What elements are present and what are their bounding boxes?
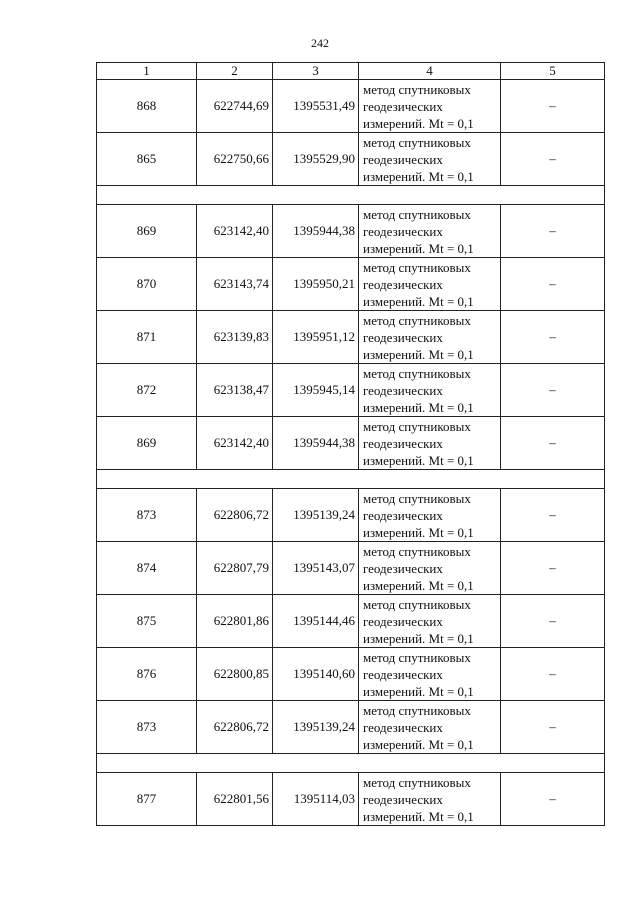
- method-text-line: геодезических: [363, 613, 443, 629]
- description-cell: –: [501, 205, 605, 258]
- x-coordinate-cell: 622806,72: [197, 489, 273, 542]
- point-number-cell: 873: [97, 489, 197, 542]
- description-cell: –: [501, 701, 605, 754]
- y-coordinate-cell: 1395139,24: [273, 701, 359, 754]
- y-coordinate-cell: 1395531,49: [273, 80, 359, 133]
- section-separator-row: [97, 470, 605, 489]
- x-coordinate-cell: 623142,40: [197, 417, 273, 470]
- description-cell: –: [501, 648, 605, 701]
- y-coordinate-cell: 1395944,38: [273, 417, 359, 470]
- header-col-1: 1: [97, 63, 197, 80]
- description-cell: –: [501, 773, 605, 826]
- coordinates-table: [96, 62, 605, 826]
- table-row: [97, 417, 605, 470]
- point-number-cell: 870: [97, 258, 197, 311]
- description-cell: –: [501, 489, 605, 542]
- method-text-line: измерений. Mt = 0,1: [363, 168, 474, 184]
- x-coordinate-cell: 622801,86: [197, 595, 273, 648]
- method-text-line: измерений. Mt = 0,1: [363, 577, 474, 593]
- description-cell: –: [501, 595, 605, 648]
- method-text-line: геодезических: [363, 151, 443, 167]
- y-coordinate-cell: 1395139,24: [273, 489, 359, 542]
- x-coordinate-cell: 622800,85: [197, 648, 273, 701]
- method-text-line: измерений. Mt = 0,1: [363, 630, 474, 646]
- method-text-line: геодезических: [363, 719, 443, 735]
- point-number-cell: 865: [97, 133, 197, 186]
- description-cell: –: [501, 80, 605, 133]
- y-coordinate-cell: 1395144,46: [273, 595, 359, 648]
- table-row: [97, 773, 605, 826]
- method-cell: [359, 258, 501, 311]
- method-text-line: метод спутниковых: [363, 312, 471, 328]
- y-coordinate-cell: 1395114,03: [273, 773, 359, 826]
- method-text-line: метод спутниковых: [363, 259, 471, 275]
- table-row: [97, 489, 605, 542]
- method-text-line: метод спутниковых: [363, 774, 471, 790]
- point-number-cell: 874: [97, 542, 197, 595]
- y-coordinate-cell: 1395944,38: [273, 205, 359, 258]
- method-text-line: геодезических: [363, 666, 443, 682]
- method-text-line: метод спутниковых: [363, 206, 471, 222]
- method-cell: [359, 595, 501, 648]
- method-text-line: метод спутниковых: [363, 490, 471, 506]
- description-cell: –: [501, 133, 605, 186]
- table-row: [97, 205, 605, 258]
- description-cell: –: [501, 258, 605, 311]
- table-row: [97, 133, 605, 186]
- header-col-2: 2: [197, 63, 273, 80]
- y-coordinate-cell: 1395140,60: [273, 648, 359, 701]
- method-text-line: геодезических: [363, 276, 443, 292]
- method-text-line: метод спутниковых: [363, 596, 471, 612]
- section-separator-row: [97, 754, 605, 773]
- method-text-line: геодезических: [363, 329, 443, 345]
- method-text-line: геодезических: [363, 560, 443, 576]
- point-number-cell: 875: [97, 595, 197, 648]
- method-text-line: метод спутниковых: [363, 702, 471, 718]
- point-number-cell: 877: [97, 773, 197, 826]
- x-coordinate-cell: 622744,69: [197, 80, 273, 133]
- method-text-line: геодезических: [363, 435, 443, 451]
- x-coordinate-cell: 622807,79: [197, 542, 273, 595]
- header-col-5: 5: [501, 63, 605, 80]
- table-row: [97, 258, 605, 311]
- method-text-line: измерений. Mt = 0,1: [363, 293, 474, 309]
- method-cell: [359, 489, 501, 542]
- method-text-line: измерений. Mt = 0,1: [363, 346, 474, 362]
- x-coordinate-cell: 623142,40: [197, 205, 273, 258]
- point-number-cell: 868: [97, 80, 197, 133]
- method-text-line: метод спутниковых: [363, 418, 471, 434]
- method-text-line: измерений. Mt = 0,1: [363, 808, 474, 824]
- table-row: [97, 648, 605, 701]
- y-coordinate-cell: 1395951,12: [273, 311, 359, 364]
- y-coordinate-cell: 1395945,14: [273, 364, 359, 417]
- method-cell: [359, 205, 501, 258]
- point-number-cell: 876: [97, 648, 197, 701]
- header-col-3: 3: [273, 63, 359, 80]
- table-row: [97, 364, 605, 417]
- method-cell: [359, 417, 501, 470]
- separator-cell: [97, 754, 605, 773]
- method-text-line: метод спутниковых: [363, 365, 471, 381]
- table-row: [97, 701, 605, 754]
- method-text-line: геодезических: [363, 382, 443, 398]
- method-cell: [359, 133, 501, 186]
- method-text-line: измерений. Mt = 0,1: [363, 452, 474, 468]
- point-number-cell: 873: [97, 701, 197, 754]
- table-row: [97, 542, 605, 595]
- method-text-line: геодезических: [363, 223, 443, 239]
- point-number-cell: 869: [97, 205, 197, 258]
- y-coordinate-cell: 1395143,07: [273, 542, 359, 595]
- method-cell: [359, 80, 501, 133]
- x-coordinate-cell: 622750,66: [197, 133, 273, 186]
- description-cell: –: [501, 417, 605, 470]
- section-separator-row: [97, 186, 605, 205]
- description-cell: –: [501, 542, 605, 595]
- table-row: [97, 311, 605, 364]
- y-coordinate-cell: 1395529,90: [273, 133, 359, 186]
- header-row: [97, 63, 605, 80]
- method-text-line: измерений. Mt = 0,1: [363, 399, 474, 415]
- method-cell: [359, 648, 501, 701]
- method-text-line: измерений. Mt = 0,1: [363, 115, 474, 131]
- description-cell: –: [501, 364, 605, 417]
- method-text-line: геодезических: [363, 791, 443, 807]
- y-coordinate-cell: 1395950,21: [273, 258, 359, 311]
- x-coordinate-cell: 622801,56: [197, 773, 273, 826]
- method-text-line: геодезических: [363, 507, 443, 523]
- table-row: [97, 595, 605, 648]
- method-text-line: измерений. Mt = 0,1: [363, 683, 474, 699]
- x-coordinate-cell: 622806,72: [197, 701, 273, 754]
- point-number-cell: 871: [97, 311, 197, 364]
- method-cell: [359, 311, 501, 364]
- page-number: 242: [311, 36, 329, 50]
- header-col-4: 4: [359, 63, 501, 80]
- method-text-line: метод спутниковых: [363, 134, 471, 150]
- description-cell: –: [501, 311, 605, 364]
- separator-cell: [97, 186, 605, 205]
- method-cell: [359, 542, 501, 595]
- point-number-cell: 869: [97, 417, 197, 470]
- method-cell: [359, 364, 501, 417]
- point-number-cell: 872: [97, 364, 197, 417]
- x-coordinate-cell: 623138,47: [197, 364, 273, 417]
- x-coordinate-cell: 623143,74: [197, 258, 273, 311]
- method-text-line: измерений. Mt = 0,1: [363, 524, 474, 540]
- method-text-line: измерений. Mt = 0,1: [363, 736, 474, 752]
- method-text-line: метод спутниковых: [363, 543, 471, 559]
- method-text-line: метод спутниковых: [363, 649, 471, 665]
- method-cell: [359, 773, 501, 826]
- method-text-line: измерений. Mt = 0,1: [363, 240, 474, 256]
- method-text-line: метод спутниковых: [363, 81, 471, 97]
- x-coordinate-cell: 623139,83: [197, 311, 273, 364]
- table-row: [97, 80, 605, 133]
- separator-cell: [97, 470, 605, 489]
- method-cell: [359, 701, 501, 754]
- method-text-line: геодезических: [363, 98, 443, 114]
